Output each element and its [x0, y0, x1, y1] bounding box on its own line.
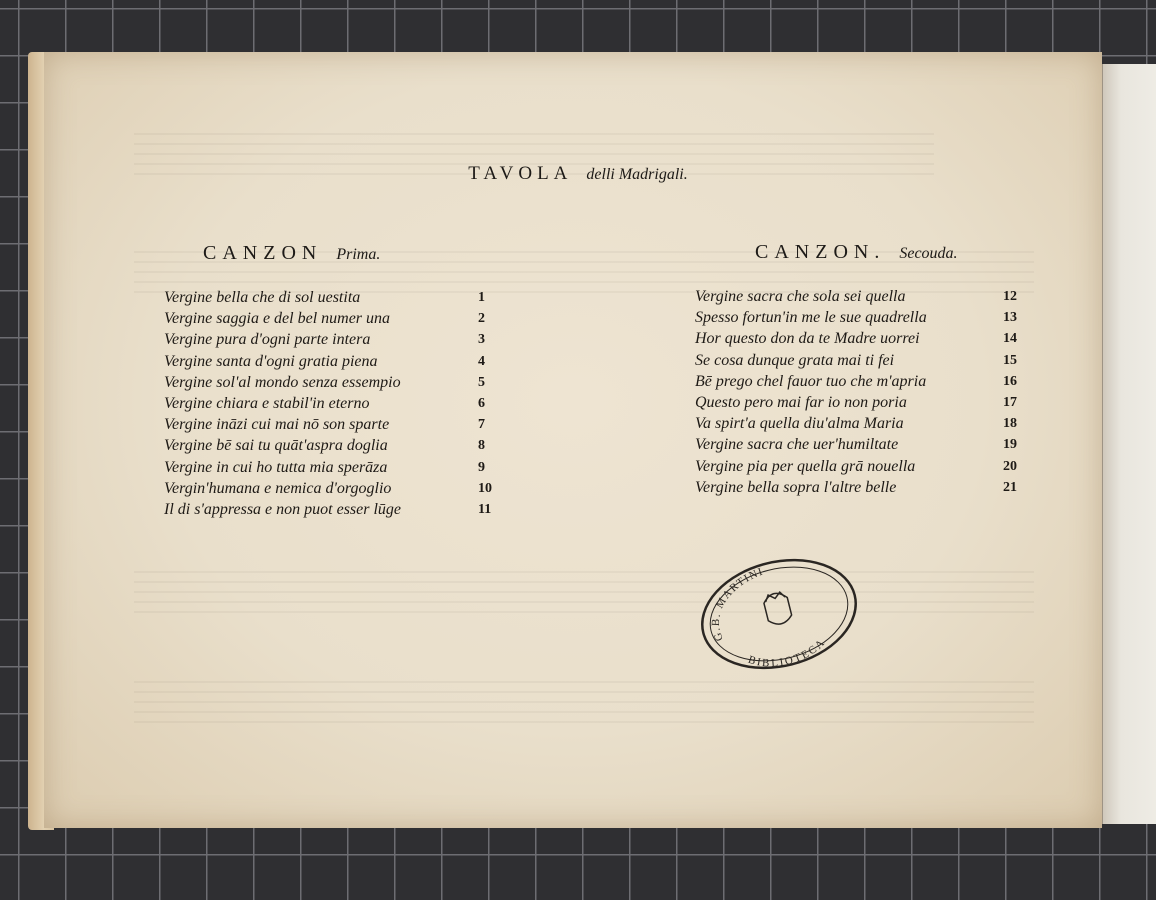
madrigal-number: 17 — [1003, 394, 1017, 410]
page-title — [0, 163, 1156, 185]
list-item — [695, 286, 1035, 307]
list-item — [164, 308, 504, 329]
madrigal-number: 21 — [1003, 479, 1017, 495]
madrigal-number: 20 — [1003, 458, 1017, 474]
right-heading-sub: Secouda. — [899, 245, 958, 262]
madrigal-number: 7 — [478, 417, 485, 433]
madrigal-number: 8 — [478, 438, 485, 454]
madrigal-number: 2 — [478, 311, 485, 327]
madrigal-title: Vergine sacra che uer'humiltate — [695, 436, 899, 454]
list-item — [164, 457, 504, 478]
madrigal-title: Il di s'appressa e non puot esser lūge — [164, 500, 402, 518]
left-heading-sub: Prima. — [336, 246, 381, 263]
list-item — [695, 328, 1035, 349]
madrigal-number: 9 — [478, 459, 485, 475]
left-madrigal-list — [164, 287, 504, 520]
svg-text:BIBLIOTECA — [744, 634, 831, 673]
list-item — [164, 329, 504, 350]
madrigal-title: Vergine pura d'ogni parte intera — [164, 331, 371, 349]
madrigal-number: 14 — [1003, 331, 1017, 347]
title-subtitle: delli Madrigali. — [586, 166, 688, 183]
list-item — [695, 307, 1035, 328]
list-item — [164, 478, 504, 499]
madrigal-number: 11 — [478, 501, 492, 517]
list-item — [164, 287, 504, 308]
madrigal-title: Va spirt'a quella diu'alma Maria — [695, 415, 904, 433]
right-column-heading — [755, 241, 958, 264]
title-caps: TAVOLA — [468, 163, 573, 184]
list-item — [695, 392, 1035, 413]
madrigal-number: 16 — [1003, 373, 1017, 389]
madrigal-title: Vergine bē sai tu quāt'aspra doglia — [164, 437, 388, 455]
madrigal-number: 18 — [1003, 416, 1017, 432]
madrigal-number: 12 — [1003, 289, 1017, 304]
stamp-bottom-text: BIBLIOTECA — [746, 636, 829, 670]
stamp-top-text: G.B. MARTINI — [709, 565, 766, 643]
library-stamp — [697, 555, 862, 673]
left-column-heading — [203, 242, 380, 265]
list-item — [695, 456, 1035, 477]
list-item — [695, 434, 1035, 455]
madrigal-number: 19 — [1003, 437, 1017, 453]
right-heading-caps: CANZON. — [755, 241, 886, 263]
madrigal-title: Vergine santa d'ogni gratia piena — [164, 352, 378, 370]
madrigal-title: Hor questo don da te Madre uorrei — [695, 330, 920, 348]
list-item — [695, 413, 1035, 434]
madrigal-number: 10 — [478, 480, 492, 496]
madrigal-title: Vergine pia per quella grā nouella — [695, 457, 916, 475]
madrigal-title: Vergine bella che di sol uestita — [164, 289, 361, 306]
left-heading-caps: CANZON — [203, 242, 323, 264]
madrigal-number: 6 — [478, 395, 485, 411]
list-item — [164, 393, 504, 414]
list-item — [164, 435, 504, 456]
madrigal-number: 13 — [1003, 310, 1017, 326]
madrigal-title: Vergine in cui ho tutta mia sperāza — [164, 458, 388, 476]
madrigal-title: Vergine ināzi cui mai nō son sparte — [164, 416, 390, 434]
madrigal-title: Spesso fortun'in me le sue quadrella — [695, 309, 927, 327]
madrigal-title: Vergine saggia e del bel numer una — [164, 310, 391, 328]
madrigal-number: 4 — [478, 353, 485, 369]
list-item — [164, 414, 504, 435]
list-item — [164, 351, 504, 372]
madrigal-title: Questo pero mai far io non poria — [695, 393, 907, 411]
madrigal-number: 1 — [478, 290, 485, 305]
madrigal-number: 3 — [478, 332, 485, 348]
madrigal-title: Vergine sol'al mondo senza essempio — [164, 373, 401, 391]
madrigal-title: Se cosa dunque grata mai ti fei — [695, 351, 895, 369]
list-item — [695, 477, 1035, 498]
madrigal-title: Vergine bella sopra l'altre belle — [695, 478, 897, 496]
madrigal-title: Vergin'humana e nemica d'orgoglio — [164, 479, 392, 497]
list-item — [164, 372, 504, 393]
right-madrigal-list — [695, 286, 1035, 498]
madrigal-number: 15 — [1003, 352, 1017, 368]
list-item — [695, 371, 1035, 392]
madrigal-title: Bē prego chel fauor tuo che m'apria — [695, 372, 927, 390]
list-item — [695, 350, 1035, 371]
svg-text:G.B. MARTINI — [698, 565, 778, 643]
madrigal-number: 5 — [478, 374, 485, 390]
crest-icon — [762, 591, 793, 627]
madrigal-title: Vergine chiara e stabil'in eterno — [164, 394, 370, 412]
list-item — [164, 499, 504, 520]
madrigal-title: Vergine sacra che sola sei quella — [695, 288, 906, 305]
